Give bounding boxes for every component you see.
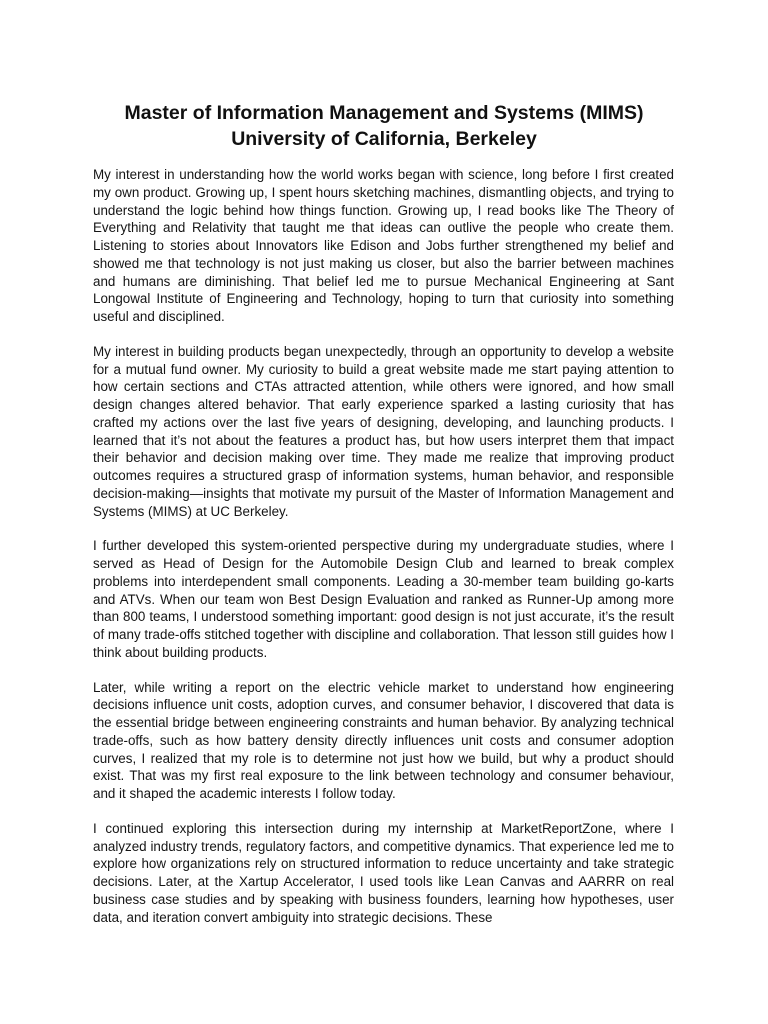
document-title: Master of Information Management and Systems (MIMS) [124,102,644,124]
document-subtitle: University of California, Berkeley [231,128,537,150]
paragraph-3: I further developed this system-oriented perspective during my undergraduate studies, where I served as Head of Design for the Automobile Design Club and learned to break complex problems into interdependent small components. Leading a 30-member team building go-karts and ATVs. When our team won Best Design Evaluation and ranked as Runner-Up among more than 800 teams, I understood something important: good design is not just accurate, it’s the result of many trade-offs stitched together with discipline and collaboration. That lesson still guides how I think about building products. [93,538,674,660]
paragraph-4: Later, while writing a report on the electric vehicle market to understand how engineering decisions influence unit costs, adoption curves, and consumer behavior, I discovered that data is the essential bridge between engineering constraints and human behavior. By analyzing technical trade-offs, such as how battery density directly influences unit costs and consumer adoption curves, I realized that my role is to determine not just how we build, but why a product should exist. That was my first real exposure to the link between technology and consumer behaviour, and it shaped the academic interests I follow today. [93,679,674,801]
paragraph-5: I continued exploring this intersection during my internship at MarketReportZone, where I analyzed industry trends, regulatory factors, and competitive dynamics. That experience led me to explore how organizations rely on structured information to reduce uncertainty and take strategic decisions. Later, at the Xartup Accelerator, I used tools like Lean Canvas and AARRR on real business case studies and by speaking with business founders, learning how hypotheses, user data, and iteration convert ambiguity into strategic decisions. These [93,820,674,925]
paragraph-1: My interest in understanding how the world works began with science, long before I first created my own product. Growing up, I spent hours sketching machines, dismantling objects, and trying to understand the logic behind how things function. Growing up, I read books like The Theory of Everything and Relativity that taught me that ideas can outlive the people who create them. Listening to stories about Innovators like Edison and Jobs further strengthened my belief and showed me that technology is not just making us closer, but also the barrier between machines and humans are diminishing. That belief led me to pursue Mechanical Engineering at Sant Longowal Institute of Engineering and Technology, hoping to turn that curiosity into something useful and disciplined. [93,167,674,324]
document-body [93,166,674,943]
paragraph-2: My interest in building products began unexpectedly, through an opportunity to develop a website for a mutual fund owner. My curiosity to build a great website made me start paying attention to how certain sections and CTAs attracted attention, while others were ignored, and how small design changes altered behavior. That early experience sparked a lasting curiosity that has crafted my actions over the last five years of designing, developing, and launching products. I learned that it’s not about the features a product has, but how users interpret them that impact their behavior and decision making over time. They made me realize that improving product outcomes requires a structured grasp of information systems, human behavior, and responsible decision-making—insights that motivate my pursuit of the Master of Information Management and Systems (MIMS) at UC Berkeley. [93,343,674,519]
